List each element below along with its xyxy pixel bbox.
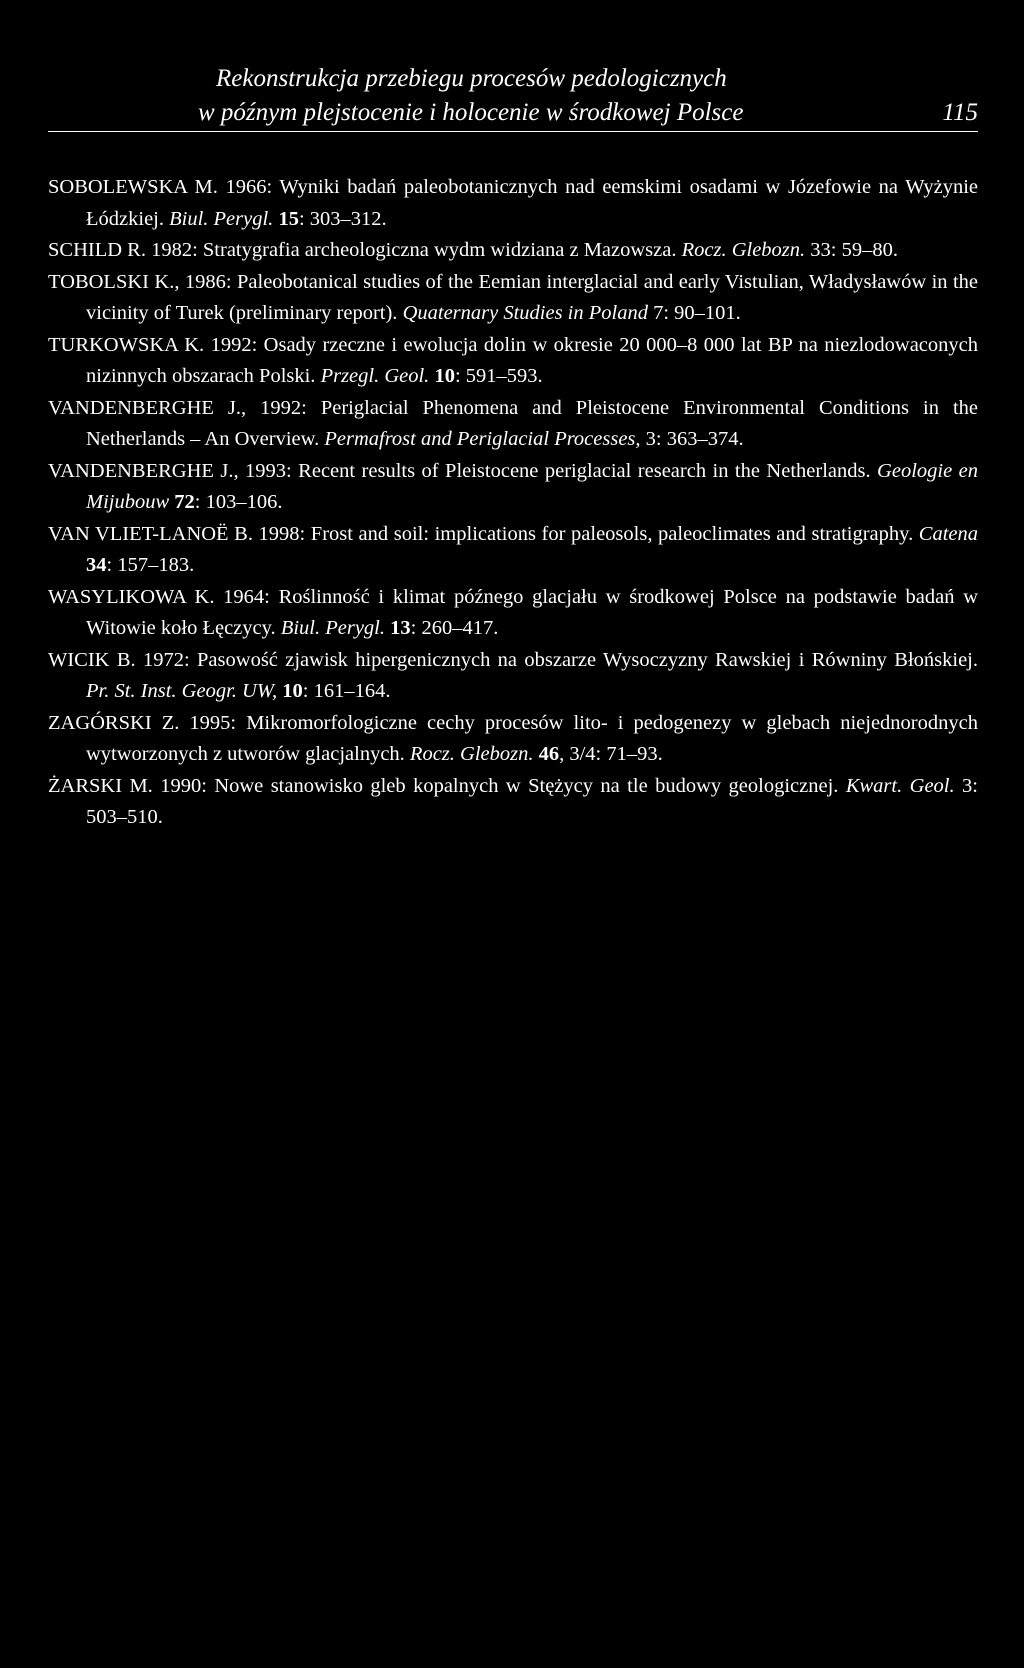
reference-entry [48, 645, 978, 708]
reference-text-segment: SOBOLEWSKA M. 1966: Wyniki badań paleobotanicznych nad eemskimi osadami w Józefowie na Wyżynie Łódzkiej. [48, 176, 978, 230]
reference-text-segment: : 157–183. [106, 554, 195, 576]
reference-text-segment: : 591–593. [454, 365, 543, 387]
reference-entry [48, 771, 978, 834]
reference-entry [48, 393, 978, 456]
reference-text-segment: 46 [538, 743, 560, 765]
reference-text-segment: ZAGÓRSKI Z. 1995: Mikromorfologiczne cechy procesów lito- i pedogenezy w glebach niejednorodnych wytworzonych z utworów glacjalnych. [48, 711, 978, 765]
reference-text-segment: : 303–312. [298, 207, 387, 230]
reference-text-segment: : 161–164. [302, 680, 391, 702]
reference-text-segment: Biul. Perygl. [280, 617, 385, 639]
reference-text-segment: Geologie en Mijubouw [86, 459, 978, 513]
reference-text-segment: Pr. St. Inst. Geogr. UW, [86, 680, 278, 702]
reference-text-segment: Permafrost and Periglacial Processes, [324, 428, 641, 450]
reference-text-segment: Kwart. Geol. [845, 774, 955, 797]
reference-text-segment: Quaternary Studies in Poland [402, 302, 648, 324]
reference-text-segment: Biul. Perygl. [169, 207, 274, 230]
reference-text-segment: 10 [282, 680, 303, 702]
reference-text-segment: , 3/4: 71–93. [559, 743, 663, 765]
reference-text-segment: 7: 90–101. [647, 302, 741, 324]
header-title-line-1: Rekonstrukcja przebiegu procesów pedologicznych [216, 65, 727, 92]
reference-entry [48, 172, 978, 235]
reference-entry [48, 519, 978, 582]
reference-text-segment: VANDENBERGHE J., 1993: Recent results of Pleistocene periglacial research in the Netherlands. [48, 459, 878, 482]
reference-text-segment: 3: 503–510. [86, 774, 978, 828]
reference-entry [48, 708, 978, 771]
reference-text-segment: 13 [390, 617, 411, 639]
reference-text-segment: SCHILD R. 1982: Stratygrafia archeologiczna wydm widziana z Mazowsza. [48, 239, 682, 261]
reference-text-segment: Przegl. Geol. [320, 365, 430, 387]
reference-text-segment: 33: 59–80. [805, 239, 898, 261]
reference-text-segment: Catena [918, 522, 978, 545]
document-page [48, 0, 978, 828]
reference-text-segment: 15 [278, 207, 299, 230]
reference-list [48, 172, 978, 834]
reference-text-segment: WICIK B. 1972: Pasowość zjawisk hipergenicznych na obszarze Wysoczyzny Rawskiej i Równiny Błońskiej. [48, 648, 978, 671]
reference-text-segment: WASYLIKOWA K. 1964: Roślinność i klimat późnego glacjału w środkowej Polsce na podstawie badań w Witowie koło Łęczycy. [48, 585, 978, 639]
reference-text-segment: : 103–106. [194, 491, 283, 513]
reference-text-segment: TOBOLSKI K., 1986: Paleobotanical studies of the Eemian interglacial and early Vistulian, Władysławów in the vicinity of Turek (preliminary report). [48, 270, 978, 324]
reference-entry [48, 582, 978, 645]
reference-entry [48, 235, 978, 267]
reference-entry [48, 267, 978, 330]
reference-entry [48, 456, 978, 519]
reference-text-segment: 72 [174, 491, 195, 513]
reference-text-segment: 3: 363–374. [640, 428, 744, 450]
reference-text-segment: Rocz. Glebozn. [409, 743, 534, 765]
reference-text-segment: : 260–417. [410, 617, 499, 639]
page-number: 115 [942, 99, 978, 126]
reference-text-segment: VAN VLIET-LANOË B. 1998: Frost and soil: implications for paleosols, paleoclimates and stratigraphy. [48, 522, 919, 545]
reference-text-segment: Rocz. Glebozn. [681, 239, 806, 261]
reference-text-segment: 34 [86, 554, 107, 576]
reference-entry [48, 330, 978, 393]
header-rule [48, 131, 978, 132]
reference-text-segment: TURKOWSKA K. 1992: Osady rzeczne i ewolucja dolin w okresie 20 000–8 000 lat BP na niezlodowaconych nizinnych obszarach Polski. [48, 333, 978, 387]
header-title-line-2: w późnym plejstocenie i holocenie w środkowej Polsce [198, 99, 744, 126]
running-header [48, 0, 978, 138]
reference-text-segment: 10 [434, 365, 455, 387]
reference-text-segment: VANDENBERGHE J., 1992: Periglacial Phenomena and Pleistocene Environmental Conditions in the Netherlands – An Overview. [48, 396, 978, 450]
reference-text-segment: ŻARSKI M. 1990: Nowe stanowisko gleb kopalnych w Stężycy na tle budowy geologicznej. [48, 774, 846, 797]
